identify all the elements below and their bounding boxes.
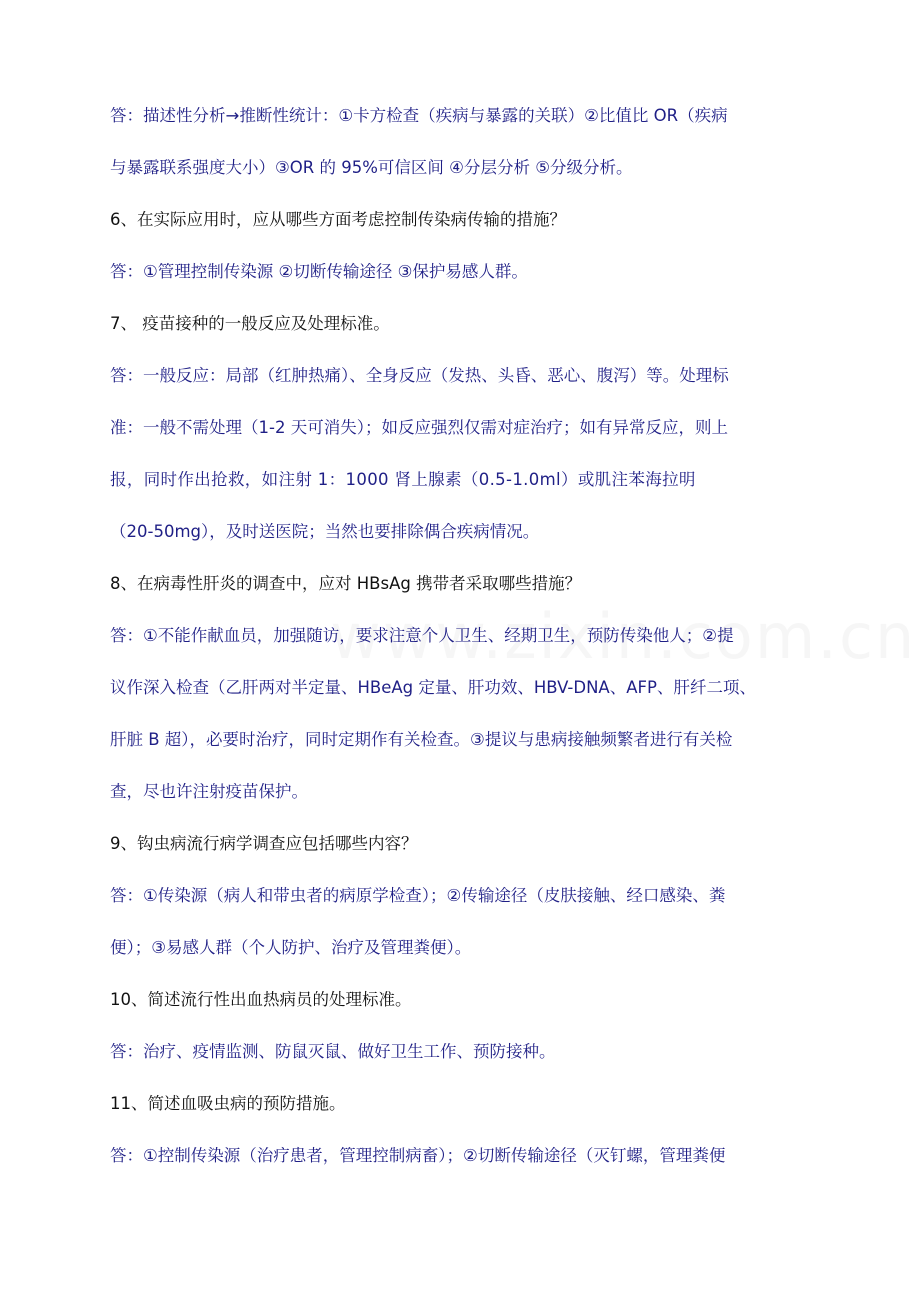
answer-line: 答：①管理控制传染源 ②切断传输途径 ③保护易感人群。 [110,262,528,281]
answer-line: 便）；③易感人群（个人防护、治疗及管理粪便）。 [110,938,472,957]
answer-line: 答：①控制传染源（治疗患者，管理控制病畜）；②切断传输途径（灭钉螺，管理粪便 [110,1146,726,1165]
answer-line: 准：一般不需处理（1-2 天可消失）；如反应强烈仅需对症治疗；如有异常反应，则上 [110,418,728,437]
answer-line: 议作深入检查（乙肝两对半定量、HBeAg 定量、肝功效、HBV-DNA、AFP、肝纤二项、 [110,678,756,697]
answer-line: 查，尽也许注射疫苗保护。 [110,782,308,801]
answer-line: （20-50mg），及时送医院；当然也要排除偶合疾病情况。 [110,522,540,541]
answer-line: 答：①不能作献血员，加强随访，要求注意个人卫生、经期卫生，预防传染他人；②提 [110,626,734,645]
answer-line: 答：治疗、疫情监测、防鼠灭鼠、做好卫生工作、预防接种。 [110,1042,556,1061]
answer-line: 答：一般反应：局部（红肿热痛）、全身反应（发热、头昏、恶心、腹泻）等。处理标 [110,366,729,385]
question-line: 8、在病毒性肝炎的调查中，应对 HBsAg 携带者采取哪些措施？ [110,574,582,593]
answer-line: 肝脏 B 超），必要时治疗，同时定期作有关检查。③提议与患病接触频繁者进行有关检 [110,730,733,749]
question-line: 9、钩虫病流行病学调查应包括哪些内容？ [110,834,418,853]
document-body [110,90,810,1182]
question-line: 11、简述血吸虫病的预防措施。 [110,1094,346,1113]
question-line: 6、在实际应用时，应从哪些方面考虑控制传染病传输的措施？ [110,210,566,229]
question-line: 10、简述流行性出血热病员的处理标准。 [110,990,412,1009]
question-line: 7、 疫苗接种的一般反应及处理标准。 [110,314,390,333]
answer-line: 与暴露联系强度大小）③OR 的 95%可信区间 ④分层分析 ⑤分级分析。 [110,158,633,177]
answer-line: 答：描述性分析→推断性统计：①卡方检查（疾病与暴露的关联）②比值比 OR（疾病 [110,106,728,125]
answer-line: 答：①传染源（病人和带虫者的病原学检查）；②传输途径（皮肤接触、经口感染、粪 [110,886,726,905]
answer-line: 报，同时作出抢救，如注射 1：1000 肾上腺素（0.5-1.0ml）或肌注苯海拉明 [110,470,696,489]
